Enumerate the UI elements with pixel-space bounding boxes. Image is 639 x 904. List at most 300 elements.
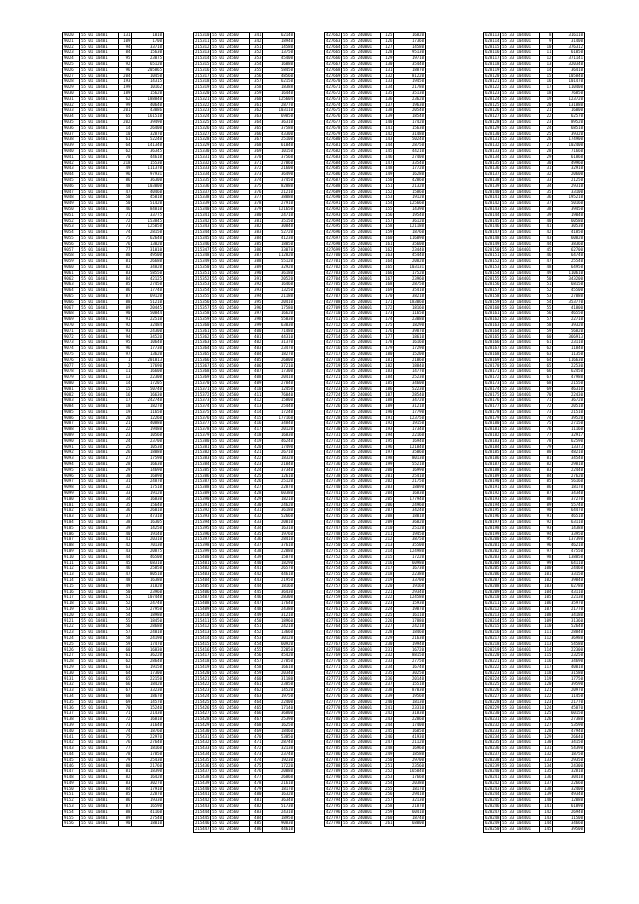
cell-code: 55 01 10401 [80, 154, 119, 160]
cell-id: 9039 [63, 143, 80, 149]
cell-id: 215416 [195, 646, 210, 652]
cell-id: 427780 [326, 716, 341, 722]
cell-number: 178 [380, 340, 394, 346]
cell-value: 16730 [394, 566, 426, 572]
cell-number: 418 [249, 432, 263, 438]
cell-code: 55 01 10401 [80, 218, 119, 224]
cell-code: 55 35 240001 [342, 201, 381, 207]
cell-code: 55 33 104401 [501, 380, 540, 386]
cell-code: 55 35 240001 [342, 717, 381, 723]
cell-number: 33 [118, 490, 132, 496]
cell-code: 55 01 24560 [211, 728, 250, 734]
cell-id: 9081 [63, 386, 80, 392]
cell-id: 628124 [485, 96, 500, 101]
cell-id: 628164 [485, 328, 500, 333]
cell-number: 133 [539, 757, 553, 763]
cell-code: 55 01 10401 [80, 554, 119, 560]
cell-value: 16960 [394, 746, 426, 752]
cell-number: 259 [380, 809, 394, 815]
cell-id: 215346 [195, 241, 210, 246]
cell-code: 55 35 240001 [342, 473, 381, 479]
cell-code: 55 33 104401 [501, 769, 540, 775]
cell-value: 18870 [394, 67, 426, 73]
cell-code: 55 33 104401 [501, 409, 540, 415]
cell-value: 16110 [394, 612, 426, 618]
cell-value: 23560 [394, 763, 426, 769]
cell-id: 9091 [63, 444, 80, 450]
cell-id: 427757 [326, 583, 341, 588]
cell-value: 39840 [553, 577, 585, 583]
cell-id: 215398 [195, 542, 210, 548]
cell-code: 55 01 10401 [80, 392, 119, 398]
cell-id: 215432 [195, 739, 210, 745]
cell-id: 215322 [195, 102, 210, 107]
cell-code: 55 35 240001 [342, 815, 381, 821]
cell-code: 55 01 10401 [80, 33, 119, 39]
cell-id: 215324 [195, 113, 210, 119]
cell-number: 220 [380, 583, 394, 589]
cell-number: 153 [380, 195, 394, 201]
cell-id: 215414 [195, 635, 210, 640]
cell-code: 55 33 104401 [501, 514, 540, 520]
cell-number: 20 [118, 415, 132, 421]
cell-value: 35440 [394, 61, 426, 67]
cell-value: 18390 [132, 769, 164, 775]
cell-value: 174900 [553, 137, 585, 143]
cell-id: 628229 [485, 704, 500, 710]
cell-value: 60580 [553, 218, 585, 224]
cell-number: 218 [118, 160, 132, 166]
cell-code: 55 35 240001 [342, 247, 381, 253]
cell-number: 187 [380, 392, 394, 398]
cell-number: 65 [118, 676, 132, 682]
cell-code: 55 35 240001 [342, 288, 381, 294]
cell-value: 54390 [553, 746, 585, 752]
cell-value: 18960 [263, 618, 295, 624]
cell-code: 55 35 240001 [342, 624, 381, 630]
cell-number: 45 [539, 247, 553, 253]
cell-code: 55 35 240001 [342, 560, 381, 566]
cell-code: 55 33 104401 [501, 676, 540, 682]
cell-id: 215436 [195, 762, 210, 768]
cell-id: 9143 [63, 746, 80, 752]
cell-value: 21630 [394, 635, 426, 641]
cell-id: 628200 [485, 536, 500, 542]
cell-number: 76 [539, 427, 553, 433]
cell-number: 50 [118, 201, 132, 207]
cell-code: 55 35 240001 [342, 479, 381, 485]
cell-number: 355 [249, 67, 263, 73]
cell-code: 55 01 10401 [80, 543, 119, 549]
cell-id: 9079 [63, 375, 80, 381]
cell-number: 2 [118, 363, 132, 369]
cell-code: 55 35 240001 [342, 548, 381, 554]
cell-value: 81220 [394, 73, 426, 79]
cell-number: 86 [539, 485, 553, 491]
cell-value: 39500 [553, 827, 585, 833]
cell-number: 245 [380, 728, 394, 734]
cell-code: 55 33 104401 [501, 369, 540, 375]
cell-value: 69850 [263, 114, 295, 120]
cell-number: 26 [539, 137, 553, 143]
cell-value: 11450 [553, 693, 585, 699]
cell-id: 9090 [63, 438, 80, 444]
cell-id: 9076 [63, 357, 80, 363]
cell-id: 427696 [326, 229, 341, 235]
cell-value: 18170 [553, 485, 585, 491]
cell-value: 25120 [394, 525, 426, 531]
cell-number: 357 [249, 79, 263, 85]
cell-code: 55 01 10401 [80, 717, 119, 723]
cell-code: 55 01 10401 [80, 612, 119, 618]
cell-code: 55 33 104401 [501, 143, 540, 149]
cell-value: 21770 [553, 699, 585, 705]
cell-id: 628187 [485, 461, 500, 467]
cell-code: 55 33 104401 [501, 67, 540, 73]
cell-code: 55 01 24560 [211, 519, 250, 525]
cell-code: 55 01 24560 [211, 241, 250, 247]
cell-code: 55 01 10401 [80, 404, 119, 410]
cell-code: 55 01 10401 [80, 125, 119, 131]
cell-id: 628232 [485, 722, 500, 727]
cell-number: 114 [539, 647, 553, 653]
cell-number: 75 [539, 421, 553, 427]
cell-number: 211 [380, 531, 394, 537]
cell-value: 44310 [263, 334, 295, 340]
cell-number: 144 [539, 821, 553, 827]
cell-id: 215388 [195, 484, 210, 490]
cell-value: 31580 [553, 670, 585, 676]
cell-code: 55 33 104401 [501, 711, 540, 717]
cell-value: 55740 [553, 502, 585, 508]
cell-number: 54 [118, 612, 132, 618]
cell-value: 15240 [132, 705, 164, 711]
cell-id: 9087 [63, 421, 80, 427]
cell-number: 246 [380, 734, 394, 740]
cell-id: 628177 [485, 403, 500, 409]
cell-number: 82 [118, 264, 132, 270]
cell-code: 55 35 240001 [342, 467, 381, 473]
cell-value: 45440 [394, 253, 426, 259]
cell-number: 62 [118, 96, 132, 102]
cell-number: 387 [249, 253, 263, 259]
cell-id: 215400 [195, 554, 210, 559]
cell-id: 215410 [195, 612, 210, 617]
cell-number: 361 [249, 102, 263, 108]
cell-code: 55 01 10401 [80, 601, 119, 607]
cell-id: 9150 [63, 786, 80, 792]
cell-code: 55 33 104401 [501, 363, 540, 369]
cell-value: 37450 [263, 177, 295, 183]
cell-value: 102400 [553, 143, 585, 149]
cell-id: 215363 [195, 339, 210, 345]
cell-value: 24460 [553, 566, 585, 572]
cell-code: 55 01 10401 [80, 548, 119, 554]
cell-number: 115 [539, 653, 553, 659]
cell-number: 56 [118, 624, 132, 630]
cell-value: 17290 [394, 346, 426, 352]
cell-value: 14580 [394, 44, 426, 50]
cell-number: 204 [118, 73, 132, 79]
cell-code: 55 33 104401 [501, 177, 540, 183]
cell-value: 26570 [263, 566, 295, 572]
cell-value: 76040 [263, 392, 295, 398]
cell-code: 55 01 24560 [211, 490, 250, 496]
cell-code: 55 33 104401 [501, 670, 540, 676]
cell-id: 9084 [63, 404, 80, 410]
cell-value: 52720 [263, 230, 295, 236]
cell-number: 400 [249, 328, 263, 334]
cell-code: 55 35 240001 [342, 73, 381, 79]
cell-number: 46 [118, 566, 132, 572]
cell-id: 215380 [195, 438, 210, 443]
cell-value: 19710 [394, 56, 426, 62]
cell-number: 250 [380, 757, 394, 763]
cell-id: 427681 [326, 142, 341, 148]
cell-value: 22380 [394, 572, 426, 578]
cell-value: 36340 [263, 798, 295, 804]
cell-number: 235 [380, 670, 394, 676]
cell-code: 55 01 24560 [211, 502, 250, 508]
cell-number: 85 [118, 792, 132, 798]
cell-id: 628176 [485, 397, 500, 403]
cell-value: 17470 [132, 641, 164, 647]
cell-id: 628149 [485, 241, 500, 246]
cell-number: 58 [539, 322, 553, 328]
cell-number: 118 [539, 670, 553, 676]
cell-number: 243 [380, 717, 394, 723]
cell-code: 55 33 104401 [501, 780, 540, 786]
cell-code: 55 01 24560 [211, 108, 250, 114]
cell-number: 458 [249, 664, 263, 670]
cell-code: 55 35 240001 [342, 317, 381, 323]
cell-id: 215377 [195, 420, 210, 426]
cell-value: 103110 [263, 108, 295, 114]
cell-code: 55 01 10401 [80, 357, 119, 363]
cell-id: 9069 [63, 317, 80, 323]
cell-id: 215332 [195, 160, 210, 165]
cell-value: 51210 [132, 299, 164, 305]
cell-code: 55 01 24560 [211, 485, 250, 491]
cell-value: 131880 [553, 102, 585, 108]
cell-number: 88 [118, 299, 132, 305]
cell-value: 27400 [394, 154, 426, 160]
cell-value: 15630 [132, 50, 164, 56]
cell-value: 27040 [263, 380, 295, 386]
cell-number: 21 [118, 421, 132, 427]
cell-code: 55 01 24560 [211, 56, 250, 62]
cell-value: 19450 [394, 79, 426, 85]
cell-id: 427774 [326, 681, 341, 687]
cell-number: 460 [249, 676, 263, 682]
cell-id: 215334 [195, 171, 210, 177]
cell-id: 427751 [326, 548, 341, 554]
cell-code: 55 01 24560 [211, 102, 250, 108]
cell-id: 427748 [326, 531, 341, 536]
cell-value: 17740 [132, 288, 164, 294]
cell-value: 22150 [132, 676, 164, 682]
cell-value: 18290 [394, 322, 426, 328]
cell-value: 36180 [263, 508, 295, 514]
cell-value: 28840 [553, 630, 585, 636]
cell-number: 29 [539, 154, 553, 160]
cell-id: 215394 [195, 519, 210, 525]
cell-code: 55 33 104401 [501, 809, 540, 815]
cell-id: 215349 [195, 258, 210, 264]
cell-code: 55 01 10401 [80, 114, 119, 120]
cell-value: 17580 [263, 305, 295, 311]
ledger-column-1 [62, 32, 164, 827]
cell-value: 45500 [553, 288, 585, 294]
cell-value: 29810 [553, 461, 585, 467]
cell-value: 10560 [132, 432, 164, 438]
cell-value: 18080 [132, 450, 164, 456]
cell-code: 55 01 10401 [80, 375, 119, 381]
cell-number: 465 [249, 705, 263, 711]
cell-value: 30530 [553, 224, 585, 230]
cell-id: 628222 [485, 664, 500, 669]
cell-code: 55 01 24560 [211, 90, 250, 96]
cell-code: 55 01 10401 [80, 461, 119, 467]
cell-number: 405 [249, 357, 263, 363]
cell-value: 20410 [263, 375, 295, 381]
cell-id: 628240 [485, 768, 500, 774]
cell-code: 55 01 10401 [80, 809, 119, 815]
cell-value: 110610 [553, 270, 585, 276]
cell-code: 55 01 24560 [211, 119, 250, 125]
cell-code: 55 01 10401 [80, 85, 119, 91]
cell-code: 55 01 24560 [211, 508, 250, 514]
cell-id: 215343 [195, 223, 210, 229]
cell-code: 55 01 10401 [80, 467, 119, 473]
cell-number: 198 [380, 456, 394, 462]
cell-value: 35130 [394, 90, 426, 96]
cell-id: 9156 [63, 821, 80, 827]
cell-code: 55 01 24560 [211, 189, 250, 195]
cell-value: 16820 [394, 33, 426, 39]
cell-number: 89 [539, 502, 553, 508]
cell-value: 31370 [263, 340, 295, 346]
cell-code: 55 01 10401 [80, 432, 119, 438]
cell-code: 55 33 104401 [501, 96, 540, 102]
cell-value: 39870 [394, 328, 426, 334]
cell-value: 62780 [553, 583, 585, 589]
cell-code: 55 33 104401 [501, 224, 540, 230]
cell-id: 9023 [63, 50, 80, 56]
cell-id: 215321 [195, 96, 210, 101]
cell-value: 14520 [263, 688, 295, 694]
cell-code: 55 33 104401 [501, 398, 540, 404]
cell-value: 87030 [394, 688, 426, 694]
cell-value: 63110 [553, 519, 585, 525]
cell-number: 484 [249, 815, 263, 821]
cell-id: 628208 [485, 583, 500, 588]
cell-number: 134 [539, 763, 553, 769]
cell-code: 55 35 240001 [342, 276, 381, 282]
cell-id: 215369 [195, 374, 210, 380]
cell-id: 628185 [485, 449, 500, 455]
cell-number: 156 [380, 212, 394, 218]
cell-code: 55 01 24560 [211, 143, 250, 149]
cell-value: 16160 [394, 340, 426, 346]
cell-value: 33950 [553, 531, 585, 537]
cell-code: 55 33 104401 [501, 346, 540, 352]
cell-id: 215318 [195, 78, 210, 84]
cell-number: 81 [539, 456, 553, 462]
cell-number: 64 [118, 143, 132, 149]
cell-id: 427730 [326, 426, 341, 432]
cell-value: 18540 [394, 114, 426, 120]
cell-code: 55 01 24560 [211, 589, 250, 595]
cell-code: 55 33 104401 [501, 450, 540, 456]
cell-number: 423 [249, 461, 263, 467]
cell-number: 49 [118, 166, 132, 172]
cell-number: 142 [539, 809, 553, 815]
cell-id: 427785 [326, 745, 341, 751]
cell-number: 194 [380, 432, 394, 438]
cell-number: 341 [249, 33, 263, 39]
cell-number: 200 [380, 467, 394, 473]
cell-number: 201 [380, 473, 394, 479]
cell-code: 55 01 24560 [211, 166, 250, 172]
cell-id: 215428 [195, 716, 210, 722]
cell-value: 25540 [553, 259, 585, 265]
cell-value: 65120 [132, 61, 164, 67]
cell-code: 55 33 104401 [501, 624, 540, 630]
cell-id: 628188 [485, 467, 500, 472]
cell-code: 55 01 10401 [80, 775, 119, 781]
cell-value: 32130 [394, 798, 426, 804]
cell-id: 628237 [485, 751, 500, 756]
cell-value: 36180 [263, 270, 295, 276]
cell-value: 26940 [553, 809, 585, 815]
cell-id: 9075 [63, 351, 80, 357]
cell-id: 215330 [195, 148, 210, 154]
cell-id: 628173 [485, 380, 500, 385]
cell-value: 76850 [553, 90, 585, 96]
cell-value: 17910 [132, 786, 164, 792]
cell-code: 55 33 104401 [501, 56, 540, 62]
cell-value: 23620 [394, 96, 426, 102]
cell-value: 23700 [132, 438, 164, 444]
cell-id: 628239 [485, 762, 500, 768]
cell-number: 74 [118, 230, 132, 236]
cell-id: 215382 [195, 449, 210, 455]
cell-id: 427702 [326, 264, 341, 269]
cell-id: 628230 [485, 710, 500, 716]
cell-id: 427791 [326, 780, 341, 785]
cell-code: 55 33 104401 [501, 235, 540, 241]
cell-code: 55 33 104401 [501, 259, 540, 265]
cell-number: 82 [539, 461, 553, 467]
cell-value: 41930 [394, 734, 426, 740]
cell-value: 36220 [132, 653, 164, 659]
cell-value: 30250 [394, 670, 426, 676]
cell-code: 55 33 104401 [501, 212, 540, 218]
cell-number: 10 [539, 44, 553, 50]
cell-number: 57 [118, 630, 132, 636]
cell-id: 427701 [326, 258, 341, 264]
cell-id: 427749 [326, 536, 341, 542]
cell-number: 131 [380, 67, 394, 73]
cell-code: 55 33 104401 [501, 421, 540, 427]
cell-code: 55 33 104401 [501, 525, 540, 531]
cell-value: 17220 [394, 554, 426, 560]
cell-value: 19160 [394, 583, 426, 589]
cell-code: 55 33 104401 [501, 79, 540, 85]
cell-number: 398 [249, 317, 263, 323]
cell-value: 16890 [132, 473, 164, 479]
